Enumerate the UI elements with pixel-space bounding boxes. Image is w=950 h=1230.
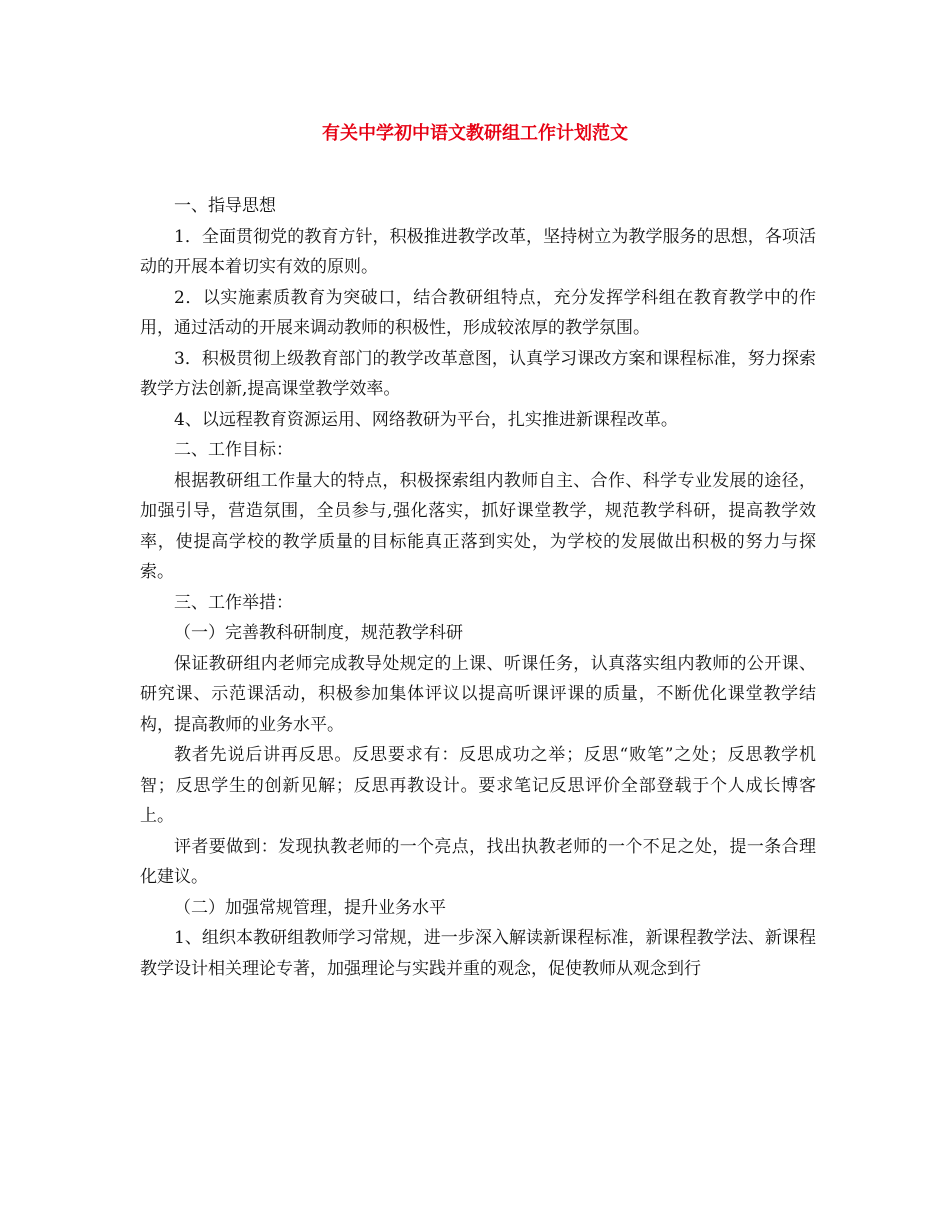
document-body xyxy=(140,191,816,984)
paragraph-work-goals: 根据教研组工作量大的特点，积极探索组内教师自主、合作、科学专业发展的途径，加强引导，营造氛围，全员参与,强化落实，抓好课堂教学，规范教学科研，提高教学效率，使提高学校的教学质量的目标能真正落到实处，为学校的发展做出积极的努力与探索。 xyxy=(140,470,816,582)
paragraph-item-1: 1．全面贯彻党的教育方针，积极推进教学改革，坚持树立为教学服务的思想，各项活动的开展本着切实有效的原则。 xyxy=(140,226,816,277)
paragraph-measure-2-item-1: 1、组织本教研组教师学习常规，进一步深入解读新课程标准，新课程教学法、新课程教学设计相关理论专著，加强理论与实践并重的观念，促使教师从观念到行 xyxy=(140,928,816,979)
paragraph-item-2: 2．以实施素质教育为突破口，结合教研组特点，充分发挥学科组在教育教学中的作用，通过活动的开展来调动教师的积极性，形成较浓厚的教学氛围。 xyxy=(140,287,816,338)
heading-guiding-thought: 一、指导思想 xyxy=(174,196,276,216)
heading-work-goals: 二、工作目标： xyxy=(174,440,293,460)
paragraph-evaluators: 评者要做到：发现执教老师的一个亮点，找出执教老师的一个不足之处，提一条合理化建议。 xyxy=(140,836,816,887)
heading-work-measures: 三、工作举措： xyxy=(174,592,293,613)
paragraph-item-4: 4、以远程教育资源运用、网络教研为平台，扎实推进新课程改革。 xyxy=(174,409,678,430)
subheading-measure-1: （一）完善教科研制度，规范教学科研 xyxy=(174,623,463,643)
paragraph-item-3: 3．积极贯彻上级教育部门的教学改革意图，认真学习课改方案和课程标准，努力探索教学方法创新,提高课堂教学效率。 xyxy=(140,348,816,399)
subheading-measure-2: （二）加强常规管理，提升业务水平 xyxy=(174,897,446,918)
paragraph-measure-1: 保证教研组内老师完成教导处规定的上课、听课任务，认真落实组内教师的公开课、研究课、示范课活动，积极参加集体评议以提高听课评课的质量，不断优化课堂教学结构，提高教师的业务水平。 xyxy=(140,653,816,735)
document-title: 有关中学初中语文教研组工作计划范文 xyxy=(322,123,628,144)
paragraph-reflection: 教者先说后讲再反思。反思要求有：反思成功之举；反思“败笔”之处；反思教学机智；反思学生的创新见解；反思再教设计。要求笔记反思评价全部登载于个人成长博客上。 xyxy=(140,745,816,826)
